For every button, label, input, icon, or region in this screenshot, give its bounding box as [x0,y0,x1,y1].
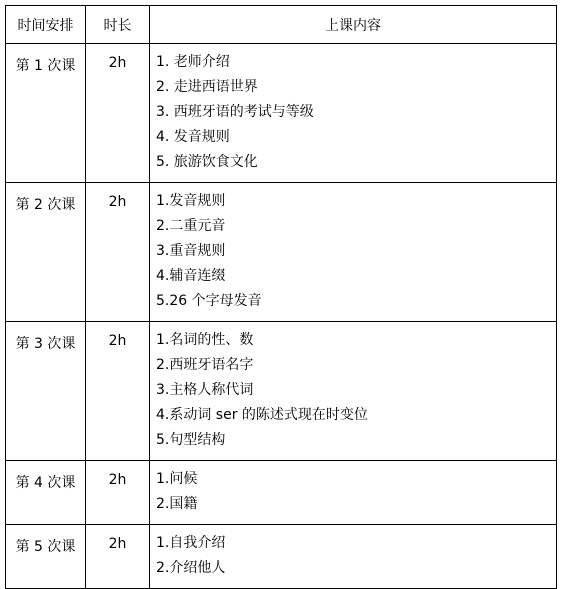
content-cell [150,322,557,461]
content-cell [150,461,557,525]
duration-cell: 2h [86,183,150,322]
session-cell: 第 1 次课 [6,44,86,183]
duration-cell: 2h [86,44,150,183]
course-schedule-table [5,5,557,589]
table-row [6,461,557,525]
content-item: 4.系动词 ser 的陈述式现在时变位 [156,407,368,423]
content-item: 2.国籍 [156,496,198,512]
content-item: 4. 发音规则 [156,129,230,145]
content-item: 1.自我介绍 [156,535,226,551]
table-row [6,322,557,461]
header-duration: 时长 [86,6,150,44]
duration-cell: 2h [86,525,150,589]
header-course-content: 上课内容 [150,6,557,44]
table-row [6,525,557,589]
content-item: 3. 西班牙语的考试与等级 [156,104,314,120]
session-cell: 第 5 次课 [6,525,86,589]
session-cell: 第 4 次课 [6,461,86,525]
content-item: 2.二重元音 [156,218,226,234]
table-header-row [6,6,557,44]
content-cell [150,44,557,183]
content-item: 5.26 个字母发音 [156,293,262,309]
content-item: 2.西班牙语名字 [156,357,254,373]
content-item: 3.重音规则 [156,243,226,259]
duration-cell: 2h [86,461,150,525]
content-cell [150,525,557,589]
content-item: 2.介绍他人 [156,560,226,576]
table-row [6,183,557,322]
header-time-schedule: 时间安排 [6,6,86,44]
session-cell: 第 3 次课 [6,322,86,461]
content-cell [150,183,557,322]
table-row [6,44,557,183]
content-item: 3.主格人称代词 [156,382,254,398]
content-item: 1.名词的性、数 [156,332,254,348]
content-item: 5. 旅游饮食文化 [156,154,258,170]
content-item: 1.发音规则 [156,193,226,209]
duration-cell: 2h [86,322,150,461]
session-cell: 第 2 次课 [6,183,86,322]
content-item: 4.辅音连缀 [156,268,226,284]
content-item: 5.句型结构 [156,432,226,448]
content-item: 2. 走进西语世界 [156,79,258,95]
content-item: 1. 老师介绍 [156,54,230,70]
content-item: 1.问候 [156,471,198,487]
